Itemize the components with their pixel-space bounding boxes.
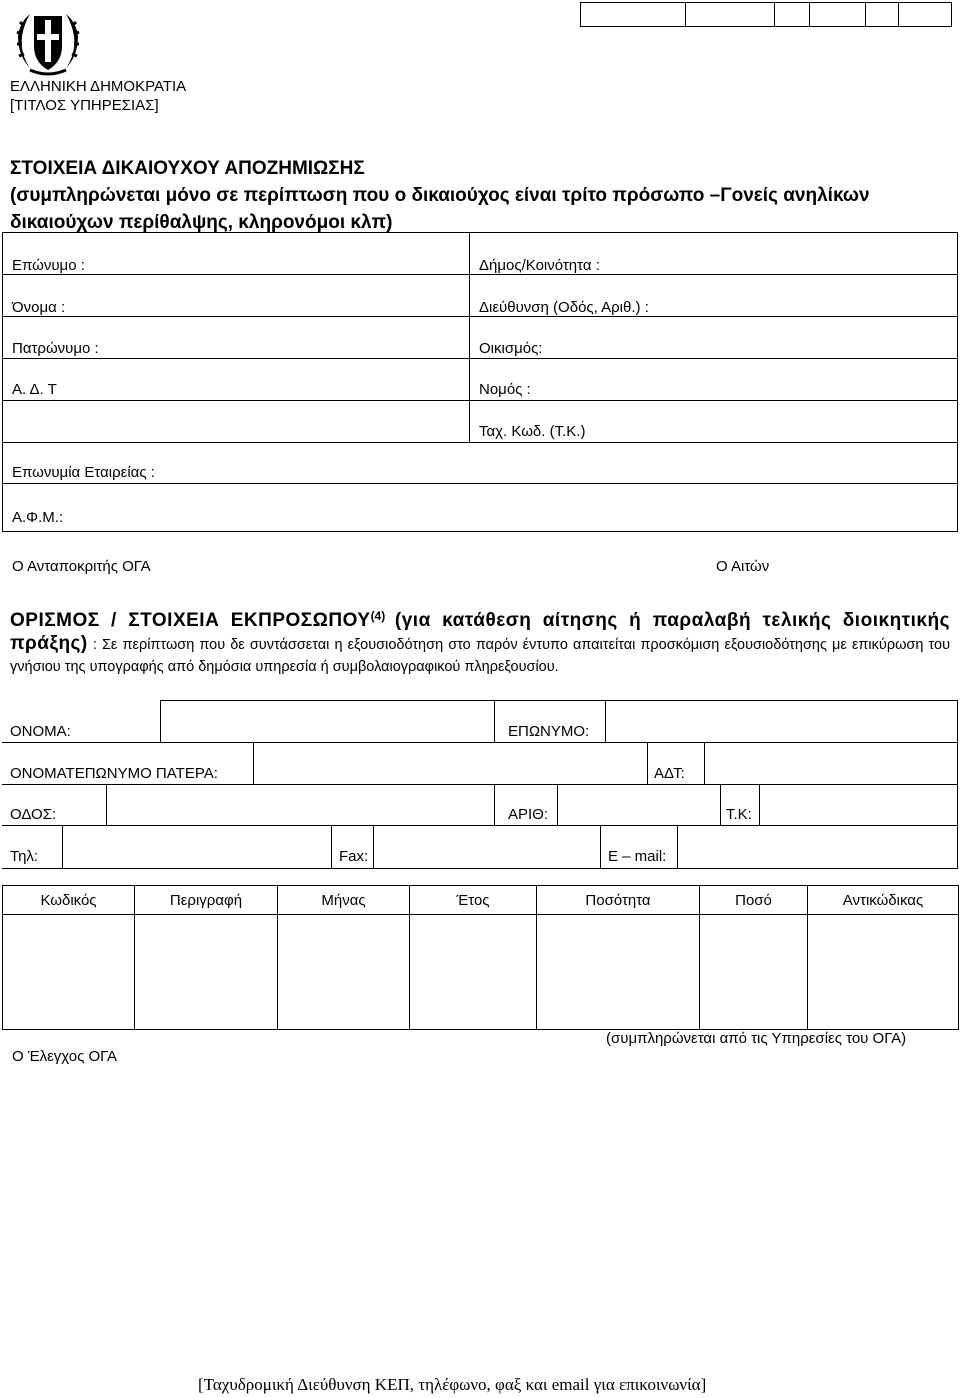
representative-section xyxy=(10,605,950,678)
greek-emblem-icon xyxy=(10,6,86,78)
municipality-label: Δήμος/Κοινότητα : xyxy=(479,257,600,274)
rep-tk-label: Τ.Κ: xyxy=(726,806,752,823)
col-header-code: Κωδικός xyxy=(3,886,135,915)
representative-heading: ΟΡΙΣΜΟΣ / ΣΤΟΙΧΕΙΑ ΕΚΠΡΟΣΩΠΟΥ xyxy=(10,609,371,631)
table-cell[interactable] xyxy=(808,915,959,1030)
oga-services-note: (συμπληρώνεται από τις Υπηρεσίες του ΟΓΑ) xyxy=(606,1030,907,1047)
table-cell[interactable] xyxy=(3,915,135,1030)
service-title: [ΤΙΤΛΟΣ ΥΠΗΡΕΣΙΑΣ] xyxy=(10,97,159,114)
protocol-cell[interactable] xyxy=(866,3,899,27)
representative-instructions: Σε περίπτωση που δε συντάσσεται η εξουσιοδότηση στο παρόν έντυπο απαιτείται προσκόμιση εξουσιοδότησης με επικύρωση του γνήσιου της υπογραφής από δημόσια υπηρεσία ή συμβολαιογραφικού πληρεξουσίου. xyxy=(10,636,950,675)
prefecture-label: Νομός : xyxy=(479,381,531,398)
representative-separator: : xyxy=(87,636,102,653)
representative-heading-purpose: (για κατάθεση αίτησης ή παραλαβή τελικής διοικητικής πράξης) xyxy=(10,609,951,654)
beneficiary-details-grid xyxy=(2,232,958,532)
table-row xyxy=(3,915,959,1030)
note-reference: (4) xyxy=(370,609,386,623)
rep-number-label: ΑΡΙΘ: xyxy=(508,806,549,823)
table-cell[interactable] xyxy=(537,915,700,1030)
table-cell[interactable] xyxy=(135,915,278,1030)
surname-label: Επώνυμο : xyxy=(12,257,85,274)
form-title-main: ΣΤΟΙΧΕΙΑ ΔΙΚΑΙΟΥΧΟΥ ΑΠΟΖΗΜΙΩΣΗΣ xyxy=(10,158,365,179)
afm-label: Α.Φ.Μ.: xyxy=(12,509,64,526)
protocol-cell[interactable] xyxy=(899,3,952,27)
postcode-label: Ταχ. Κωδ. (Τ.Κ.) xyxy=(479,423,586,440)
oga-control-label: Ο Έλεγχος ΟΓΑ xyxy=(12,1048,118,1065)
protocol-cell[interactable] xyxy=(810,3,866,27)
address-label: Διεύθυνση (Οδός, Αριθ.) : xyxy=(479,299,649,316)
applicant-label: Ο Αιτών xyxy=(716,558,770,575)
protocol-number-cells xyxy=(580,2,952,27)
representative-fields-grid xyxy=(2,700,958,870)
father-name-label: Πατρώνυμο : xyxy=(12,340,99,357)
company-name-label: Επωνυμία Εταιρείας : xyxy=(12,464,155,481)
contact-footer: [Ταχυδρομική Διεύθυνση ΚΕΠ, τηλέφωνο, φαξ και email για επικοινωνία] xyxy=(198,1375,707,1394)
settlement-label: Οικισμός: xyxy=(479,340,543,357)
form-title xyxy=(10,155,950,236)
col-header-amount: Ποσό xyxy=(700,886,808,915)
name-label: Όνομα : xyxy=(12,299,66,316)
oga-correspondent-label: Ο Ανταποκριτής ΟΓΑ xyxy=(12,558,151,575)
rep-father-label: ΟΝΟΜΑΤΕΠΩΝΥΜΟ ΠΑΤΕΡΑ: xyxy=(10,765,218,782)
rep-email-label: E – mail: xyxy=(608,848,667,865)
rep-street-label: ΟΔΟΣ: xyxy=(10,806,57,823)
protocol-cell[interactable] xyxy=(581,3,686,27)
items-table xyxy=(2,885,959,1030)
form-title-note: (συμπληρώνεται μόνο σε περίπτωση που ο δικαιούχος είναι τρίτο πρόσωπο –Γονείς ανηλίκων δικαιούχων περίθαλψης, κληρονόμοι κλπ) xyxy=(10,185,870,233)
rep-name-label: ΟΝΟΜΑ: xyxy=(10,723,71,740)
rep-fax-label: Fax: xyxy=(339,848,369,865)
protocol-cell[interactable] xyxy=(686,3,775,27)
col-header-quantity: Ποσότητα xyxy=(537,886,700,915)
table-cell[interactable] xyxy=(410,915,537,1030)
rep-tel-label: Τηλ: xyxy=(10,848,39,865)
col-header-month: Μήνας xyxy=(278,886,410,915)
rep-surname-label: ΕΠΩΝΥΜΟ: xyxy=(508,723,590,740)
table-cell[interactable] xyxy=(278,915,410,1030)
col-header-countercode: Αντικώδικας xyxy=(808,886,959,915)
protocol-cell[interactable] xyxy=(775,3,810,27)
table-cell[interactable] xyxy=(700,915,808,1030)
rep-adt-label: ΑΔΤ: xyxy=(654,765,685,782)
country-name: ΕΛΛΗΝΙΚΗ ΔΗΜΟΚΡΑΤΙΑ xyxy=(10,78,187,95)
col-header-year: Έτος xyxy=(410,886,537,915)
id-card-label: Α. Δ. Τ xyxy=(12,381,57,398)
col-header-description: Περιγραφή xyxy=(135,886,278,915)
